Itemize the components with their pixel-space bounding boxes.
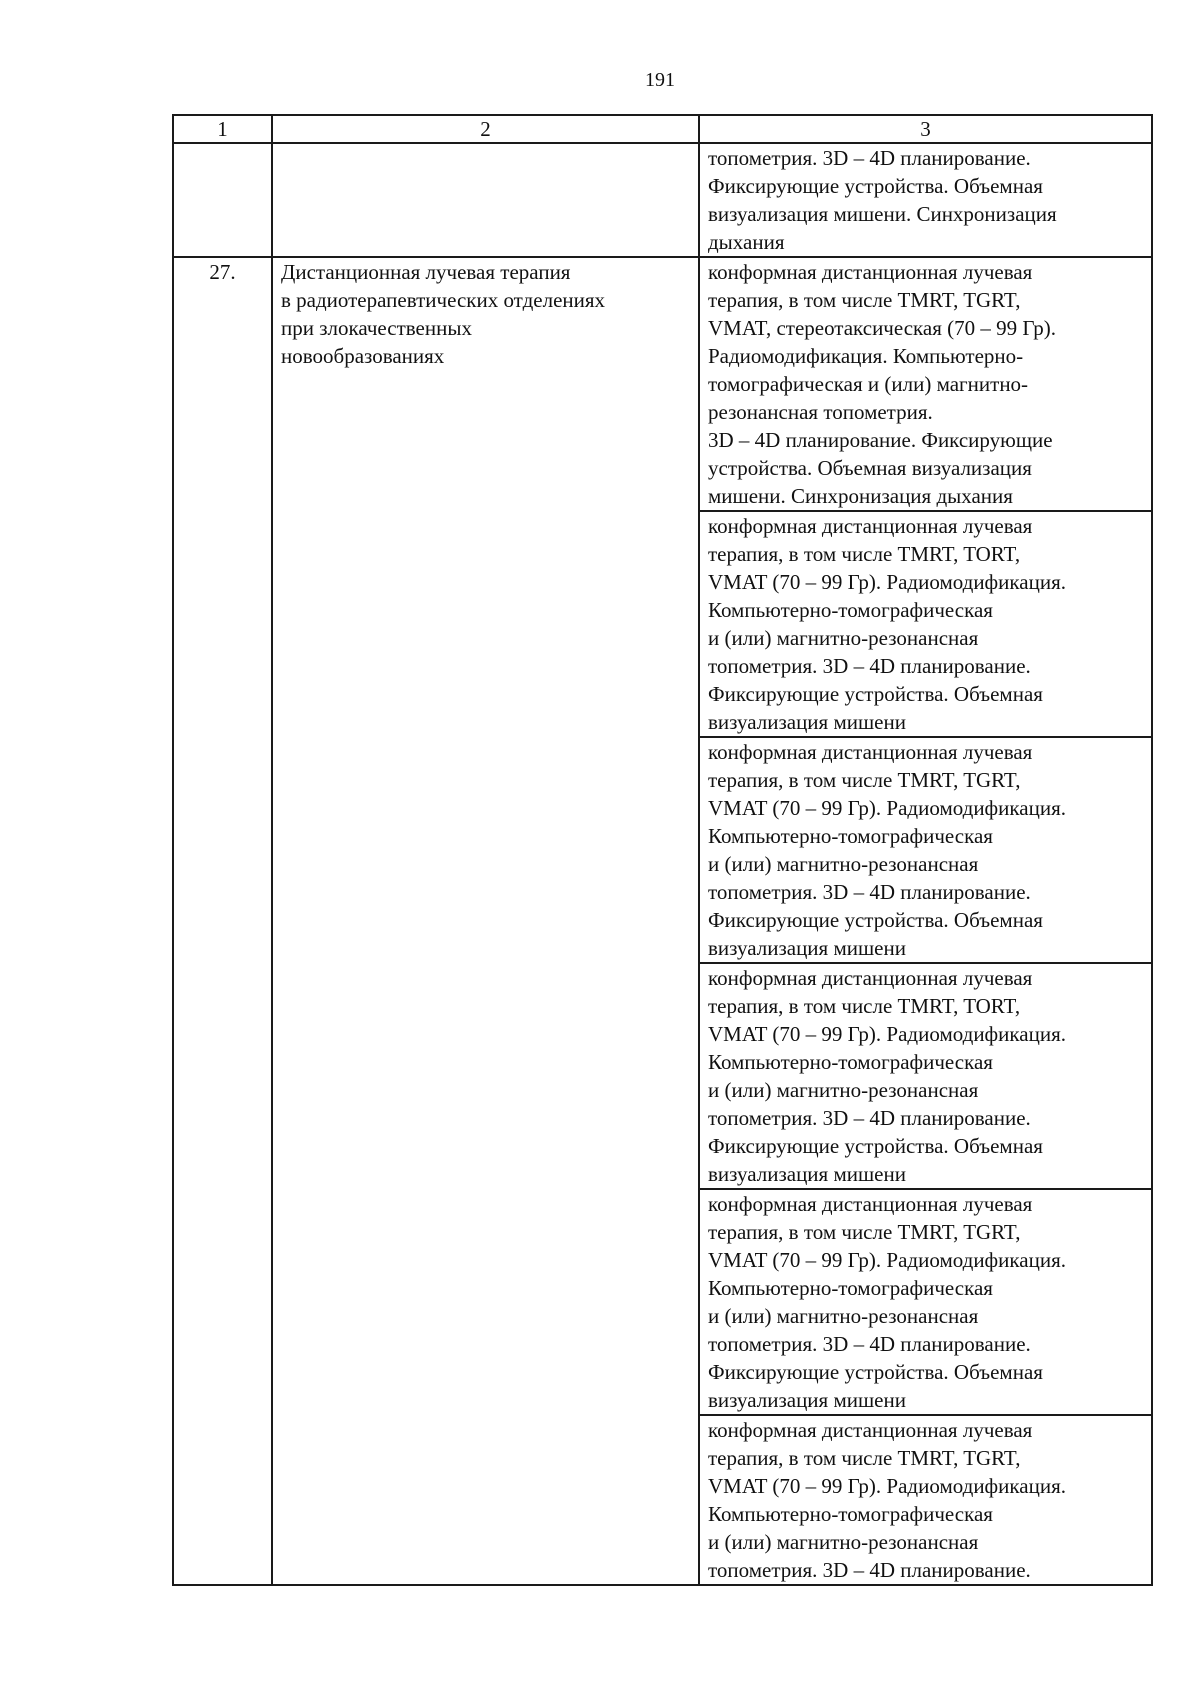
table-row-27 (173, 257, 1152, 511)
method-cell: конформная дистанционная лучевая терапия, в том числе TMRT, TGRT, VMAT (70 – 99 Гр). Радиомодификация. Компьютерно-томографическая и (или) магнитно-резонансная топометрия. 3D – 4D планирование. Фиксирующие устройства. Объемная визуализация мишени (699, 737, 1152, 963)
method-cell: конформная дистанционная лучевая терапия, в том числе TMRT, TGRT, VMAT (70 – 99 Гр). Радиомодификация. Компьютерно-томографическая и (или) магнитно-резонансная топометрия. 3D – 4D планирование. (699, 1415, 1152, 1585)
care-type-cell: Дистанционная лучевая терапия в радиотерапевтических отделениях при злокачественных новообразованиях (272, 257, 699, 1585)
header-col-2: 2 (272, 115, 699, 143)
continuation-name-cell (272, 143, 699, 257)
method-cell: конформная дистанционная лучевая терапия, в том числе TMRT, TGRT, VMAT (70 – 99 Гр). Радиомодификация. Компьютерно-томографическая и (или) магнитно-резонансная топометрия. 3D – 4D планирование. Фиксирующие устройства. Объемная визуализация мишени (699, 1189, 1152, 1415)
continuation-method-cell: топометрия. 3D – 4D планирование. Фиксирующие устройства. Объемная визуализация мишени. Синхронизация дыхания (699, 143, 1152, 257)
header-col-3: 3 (699, 115, 1152, 143)
method-cell: конформная дистанционная лучевая терапия, в том числе TMRT, TGRT, VMAT, стереотаксическая (70 – 99 Гр). Радиомодификация. Компьютерно- томографическая и (или) магнитно- резонансная топометрия. 3D – 4D планирование. Фиксирующие устройства. Объемная визуализация мишени. Синхронизация дыхания (699, 257, 1152, 511)
table-header-row (173, 115, 1152, 143)
method-cell: конформная дистанционная лучевая терапия, в том числе TMRT, TORT, VMAT (70 – 99 Гр). Радиомодификация. Компьютерно-томографическая и (или) магнитно-резонансная топометрия. 3D – 4D планирование. Фиксирующие устройства. Объемная визуализация мишени (699, 511, 1152, 737)
continuation-number-cell (173, 143, 272, 257)
page-number: 191 (645, 69, 675, 91)
row-number-cell: 27. (173, 257, 272, 1585)
table-row-continuation (173, 143, 1152, 257)
method-cell: конформная дистанционная лучевая терапия, в том числе TMRT, TORT, VMAT (70 – 99 Гр). Радиомодификация. Компьютерно-томографическая и (или) магнитно-резонансная топометрия. 3D – 4D планирование. Фиксирующие устройства. Объемная визуализация мишени (699, 963, 1152, 1189)
medical-care-table (172, 114, 1153, 1586)
header-col-1: 1 (173, 115, 272, 143)
